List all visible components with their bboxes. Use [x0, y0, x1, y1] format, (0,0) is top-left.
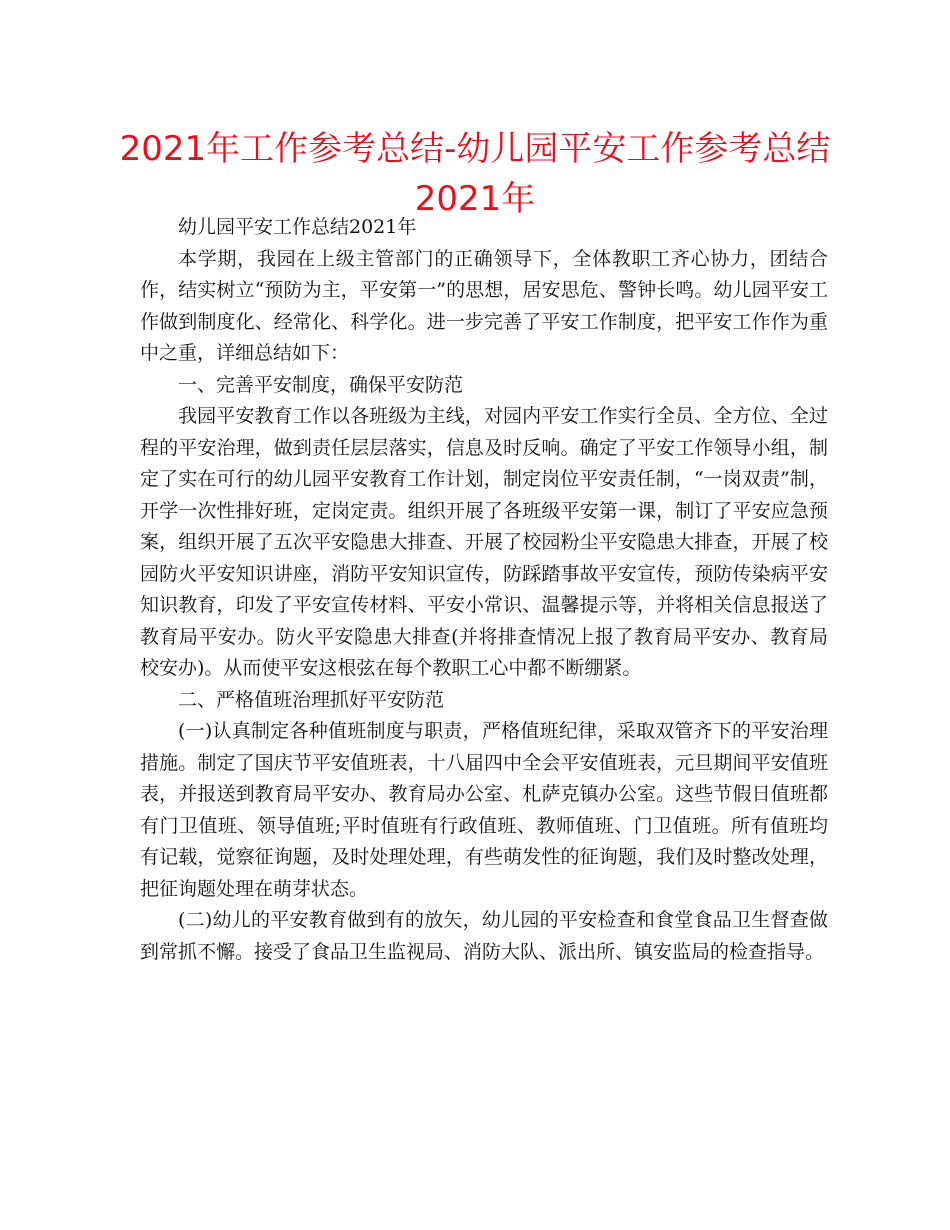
paragraph-intro: 本学期，我园在上级主管部门的正确领导下，全体教职工齐心协力，团结合作，结实树立“预防为主，平安第一”的思想，居安思危、警钟长鸣。幼儿园平安工作做到制度化、经常化、科学化。进一步完善了平安工作制度，把平安工作作为重中之重，详细总结如下： — [140, 247, 828, 364]
document-title: 2021年工作参考总结-幼儿园平安工作参考总结2021年 — [119, 129, 831, 219]
paragraph-section-2-item-2: (二)幼儿的平安教育做到有的放矢，幼儿园的平安检查和食堂食品卫生督查做到常抓不懈。接受了食品卫生监视局、消防大队、派出所、镇安监局的检查指导。 — [140, 909, 828, 963]
paragraph-subtitle: 幼儿园平安工作总结2021年 — [178, 216, 417, 238]
document-body — [140, 212, 828, 968]
paragraph-section-1: 我园平安教育工作以各班级为主线，对园内平安工作实行全员、全方位、全过程的平安治理，做到责任层层落实，信息及时反响。确定了平安工作领导小组，制定了实在可行的幼儿园平安教育工作计划，制定岗位平安责任制，“一岗双责”制，开学一次性排好班，定岗定责。组织开展了各班级平安第一课，制订了平安应急预案，组织开展了五次平安隐患大排查、开展了校园粉尘平安隐患大排查，开展了校园防火平安知识讲座，消防平安知识宣传，防踩踏事故平安宣传，预防传染病平安知识教育，印发了平安宣传材料、平安小常识、温馨提示等，并将相关信息报送了教育局平安办。防火平安隐患大排查(并将排查情况上报了教育局平安办、教育局校安办)。从而使平安这根弦在每个教职工心中都不断绷紧。 — [140, 405, 828, 679]
section-heading-2: 二、严格值班治理抓好平安防范 — [178, 688, 445, 711]
paragraph-section-2-item-1: (一)认真制定各种值班制度与职责，严格值班纪律，采取双管齐下的平安治理措施。制定了国庆节平安值班表，十八届四中全会平安值班表，元旦期间平安值班表，并报送到教育局平安办、教育局办公室、札萨克镇办公室。这些节假日值班都有门卫值班、领导值班;平时值班有行政值班、教师值班、门卫值班。所有值班均有记载，觉察征询题，及时处理处理，有些萌发性的征询题，我们及时整改处理，把征询题处理在萌芽状态。 — [140, 720, 828, 900]
section-heading-1: 一、完善平安制度，确保平安防范 — [178, 373, 464, 396]
